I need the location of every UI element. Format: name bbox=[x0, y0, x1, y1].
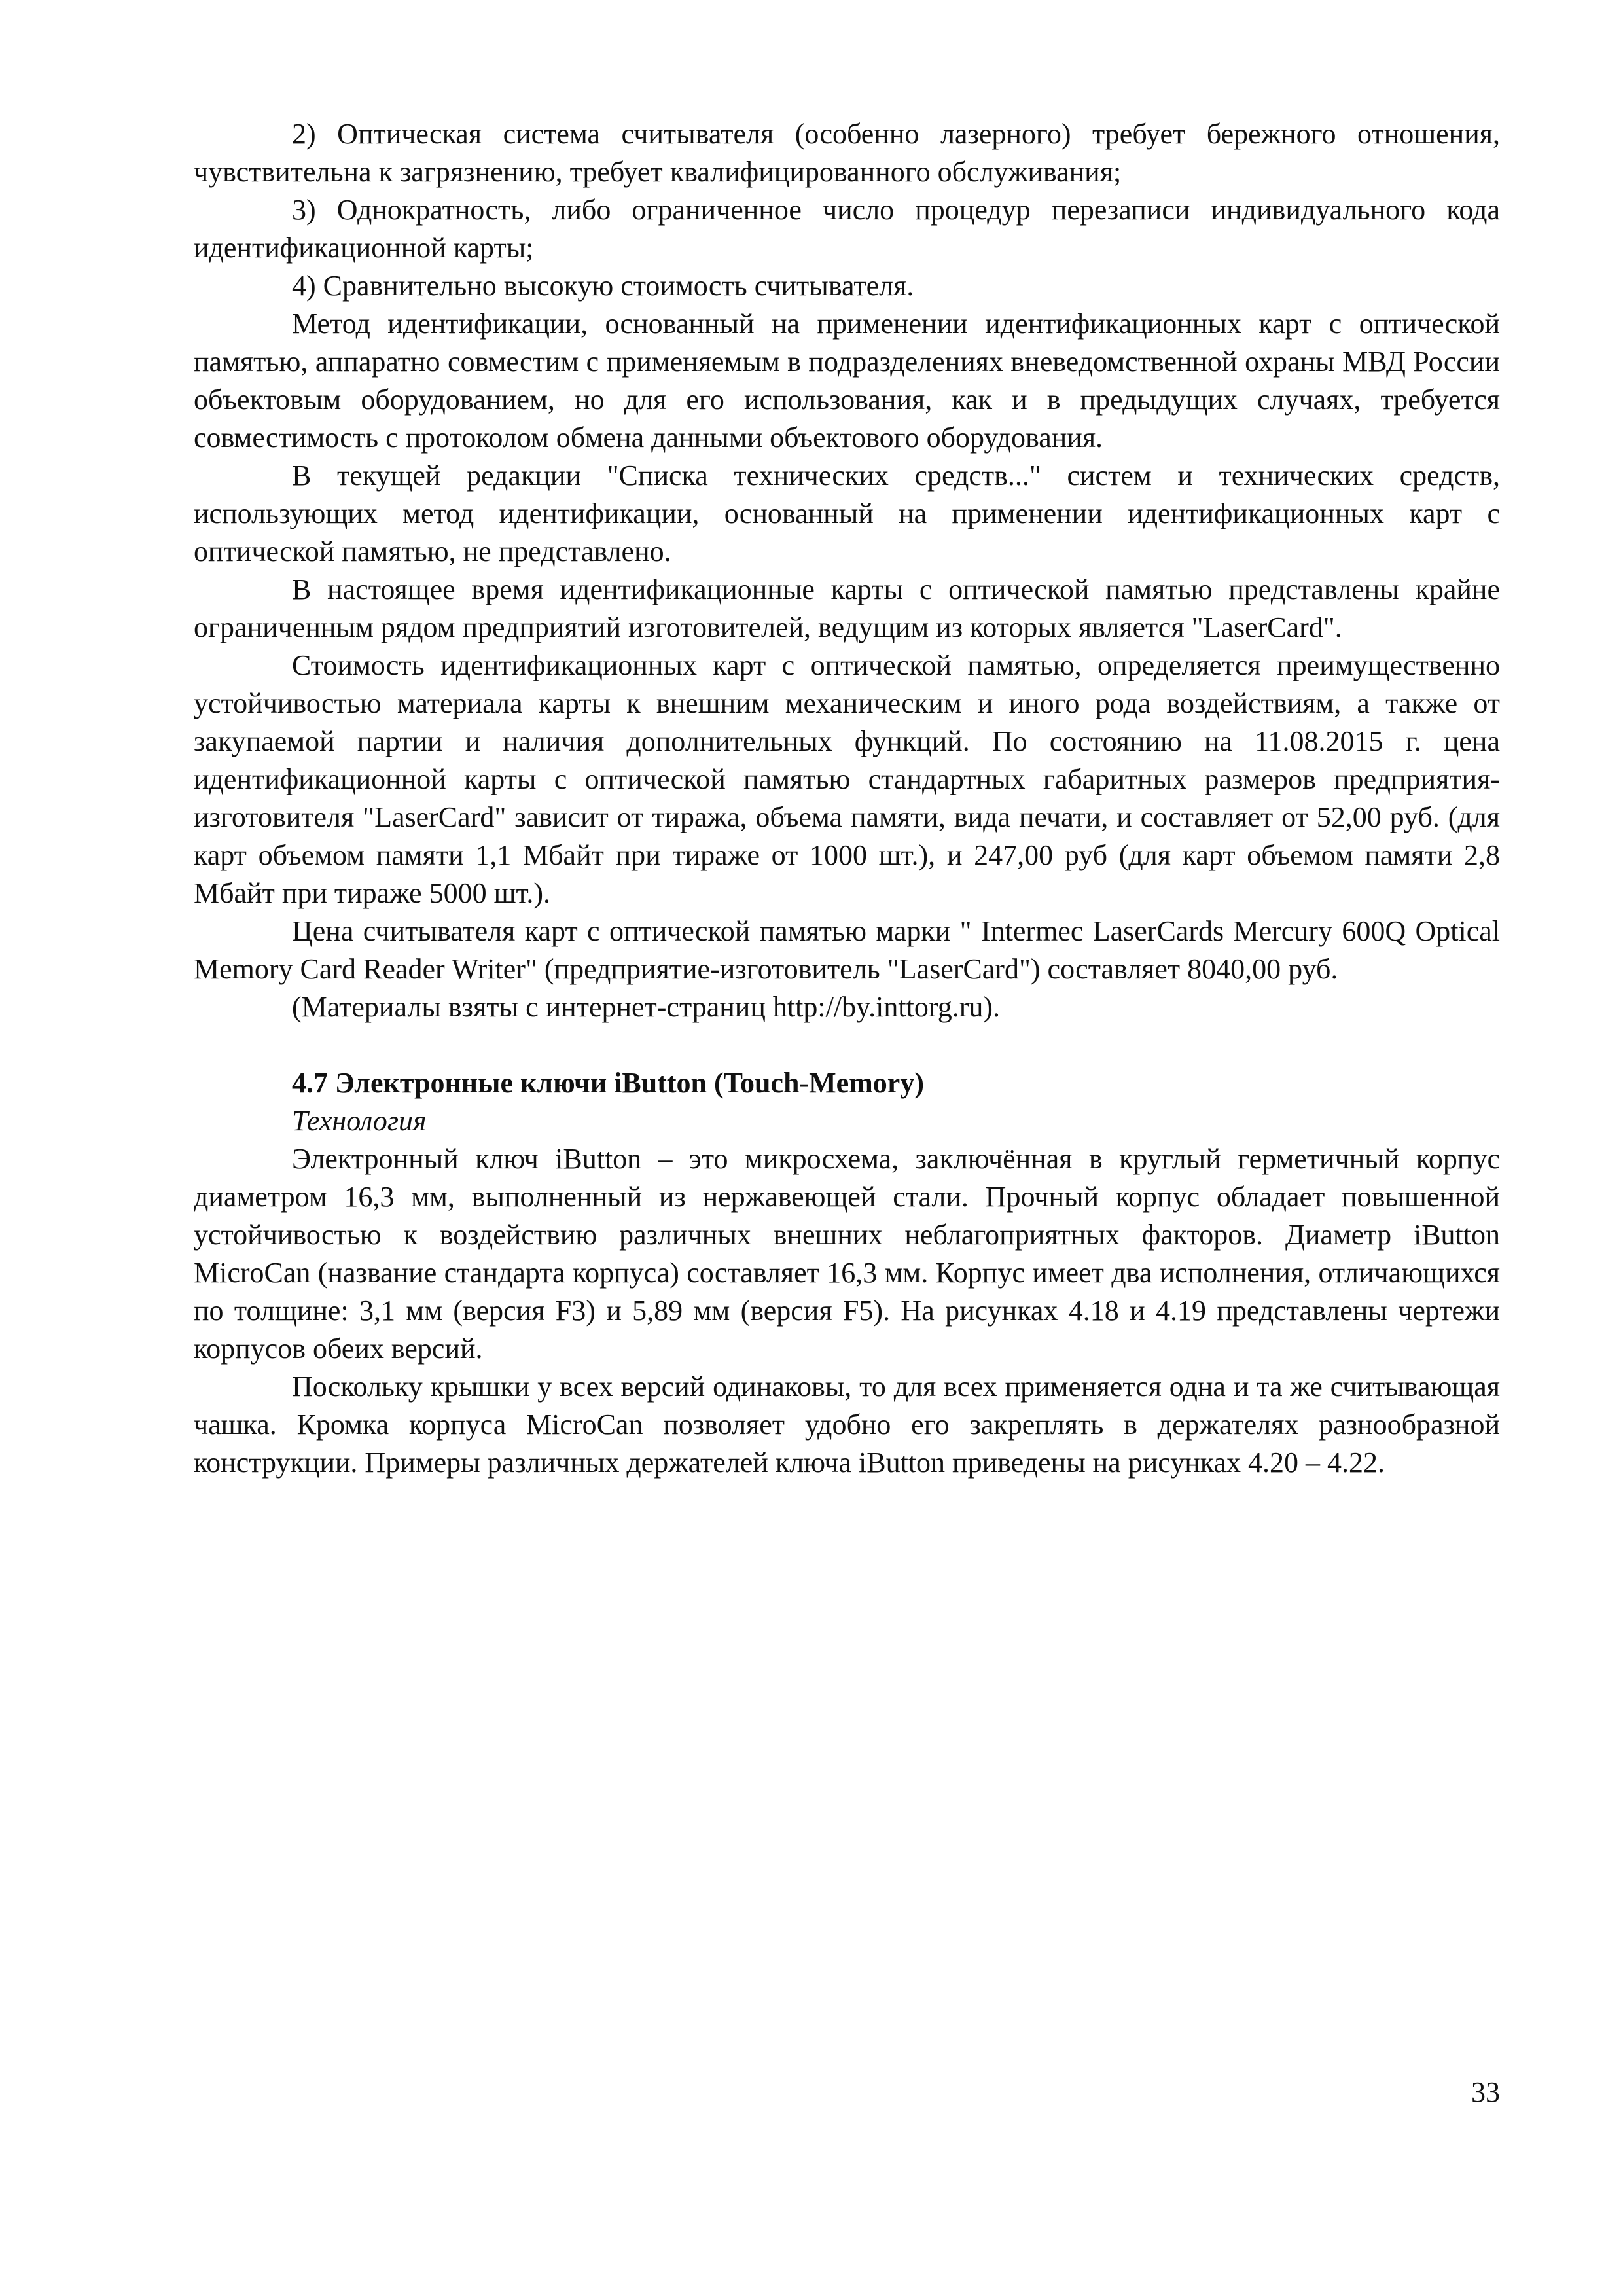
page-number: 33 bbox=[1471, 2076, 1500, 2108]
section-gap bbox=[194, 1026, 1500, 1064]
paragraph-one-time-write: 3) Однократность, либо ограниченное число процедур перезаписи индивидуального кода идентификационной карты; bbox=[194, 194, 1500, 264]
section-heading: 4.7 Электронные ключи iButton (Touch-Memory) bbox=[292, 1067, 924, 1099]
paragraph-manufacturers: В настоящее время идентификационные карты с оптической памятью представлены крайне ограниченным рядом предприятий изготовителей, ведущим из которых является "LaserCard". bbox=[194, 573, 1500, 643]
document-page bbox=[194, 115, 1500, 1482]
section-subheading: Технология bbox=[292, 1105, 427, 1137]
paragraph-reader-price: Цена считывателя карт с оптической памятью марки " Intermec LaserCards Mercury 600Q Optical Memory Card Reader Writer" (предприятие-изготовитель "LaserCard") составляет 8040,00 руб. bbox=[194, 915, 1500, 985]
paragraph-ibutton-holders: Поскольку крышки у всех версий одинаковы, то для всех применяется одна и та же считывающая чашка. Кромка корпуса MicroCan позволяет удобно его закреплять в держателях разнообразной конструкции. Примеры различных держателей ключа iButton приведены на рисунках 4.20 – 4.22. bbox=[194, 1371, 1500, 1479]
paragraph-reader-cost: 4) Сравнительно высокую стоимость считывателя. bbox=[292, 270, 914, 302]
paragraph-source: (Материалы взяты с интернет-страниц http://by.inttorg.ru). bbox=[292, 991, 1000, 1023]
paragraph-list-edition: В текущей редакции "Списка технических средств..." систем и технических средств, использующих метод идентификации, основанный на применении идентификационных карт с оптической памятью, не представлено. bbox=[194, 459, 1500, 567]
paragraph-compatibility: Метод идентификации, основанный на применении идентификационных карт с оптической памятью, аппаратно совместим с применяемым в подразделениях вневедомственной охраны МВД России объектовым оборудованием, но для его использования, как и в предыдущих случаях, требуется совместимость с протоколом обмена данными объектового оборудования. bbox=[194, 308, 1500, 454]
paragraph-card-price: Стоимость идентификационных карт с оптической памятью, определяется преимущественно устойчивостью материала карты к внешним механическим и иного рода воздействиям, а также от закупаемой партии и наличия дополнительных функций. По состоянию на 11.08.2015 г. цена идентификационной карты с оптической памятью стандартных габаритных размеров предприятия-изготовителя "LaserCard" зависит от тиража, объема памяти, вида печати, и составляет от 52,00 руб. (для карт объемом памяти 1,1 Мбайт при тираже от 1000 шт.), и 247,00 руб (для карт объемом памяти 2,8 Мбайт при тираже 5000 шт.). bbox=[194, 649, 1500, 909]
paragraph-ibutton-description: Электронный ключ iButton – это микросхема, заключённая в круглый герметичный корпус диаметром 16,3 мм, выполненный из нержавеющей стали. Прочный корпус обладает повышенной устойчивостью к воздействию различных внешних неблагоприятных факторов. Диаметр iButton MicroCan (название стандарта корпуса) составляет 16,3 мм. Корпус имеет два исполнения, отличающихся по толщине: 3,1 мм (версия F3) и 5,89 мм (версия F5). На рисунках 4.18 и 4.19 представлены чертежи корпусов обеих версий. bbox=[194, 1143, 1500, 1365]
paragraph-optical-system: 2) Оптическая система считывателя (особенно лазерного) требует бережного отношения, чувствительна к загрязнению, требует квалифицированного обслуживания; bbox=[194, 118, 1500, 188]
